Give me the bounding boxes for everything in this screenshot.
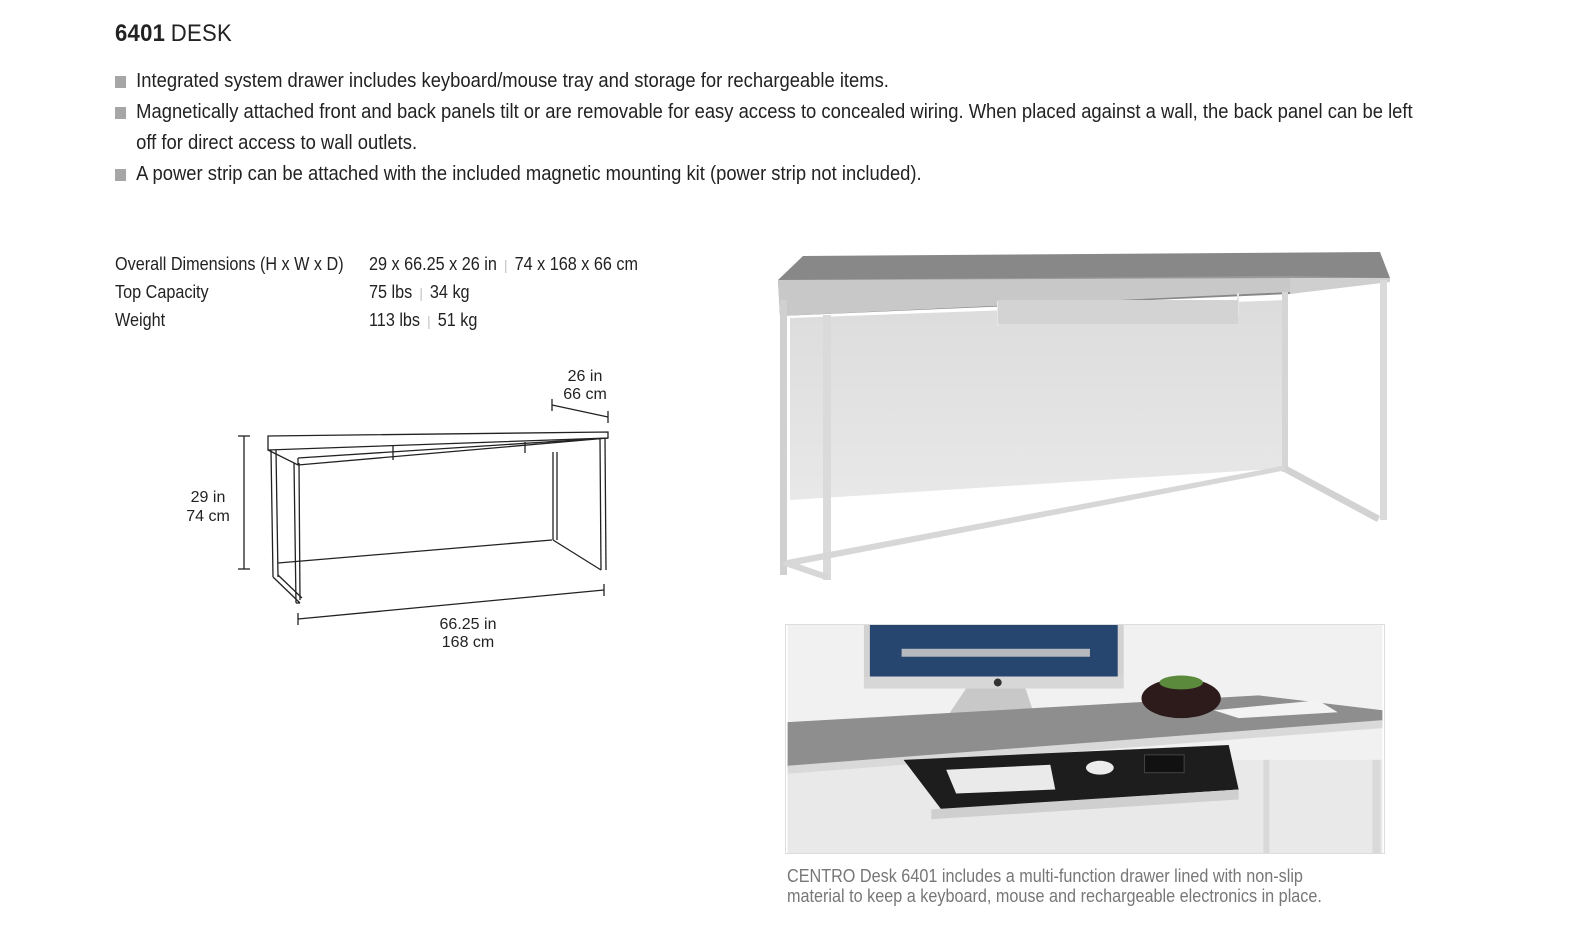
spec-label: Weight [115, 310, 166, 330]
spec-value: 75 lbs | 34 kg [369, 282, 470, 302]
width-label-in: 66.25 in [439, 616, 497, 633]
spec-row-dimensions [115, 250, 675, 278]
bullet-square-icon [115, 169, 126, 181]
width-label-cm: 168 cm [441, 634, 495, 651]
depth-label-cm: 66 cm [563, 386, 607, 403]
feature-item: A power strip can be attached with the included magnetic mounting kit (power strip not included). [115, 159, 1415, 190]
desk-line-drawing [170, 355, 630, 665]
bullet-square-icon [115, 107, 126, 119]
bullet-square-icon [115, 76, 126, 88]
spec-label: Overall Dimensions (H x W x D) [115, 254, 344, 274]
depth-label-in: 26 in [567, 368, 603, 385]
spec-value: 29 x 66.25 x 26 in | 74 x 168 x 66 cm [369, 254, 638, 274]
product-title [115, 20, 232, 48]
desk-product-photo [770, 240, 1400, 595]
drawer-detail-photo [785, 624, 1385, 854]
spec-label: Top Capacity [115, 282, 209, 302]
feature-item: Integrated system drawer includes keyboard/mouse tray and storage for rechargeable items. [115, 66, 1415, 97]
spec-table [115, 250, 675, 334]
spec-row-weight [115, 306, 675, 334]
height-label-cm: 74 cm [186, 508, 230, 525]
height-label-in: 29 in [190, 489, 226, 506]
model-number: 6401 [115, 20, 166, 47]
photo-caption: CENTRO Desk 6401 includes a multi-function drawer lined with non-slip material to keep a keyboard, mouse and rechargeable electronics in place. [787, 866, 1322, 906]
spec-row-capacity [115, 278, 675, 306]
feature-item: Magnetically attached front and back panels tilt or are removable for easy access to concealed wiring. When placed against a wall, the back panel can be left off for direct access to wall outlets. [115, 97, 1415, 159]
feature-list [115, 66, 1413, 190]
spec-value: 113 lbs | 51 kg [369, 310, 478, 330]
product-type: DESK [170, 20, 232, 47]
